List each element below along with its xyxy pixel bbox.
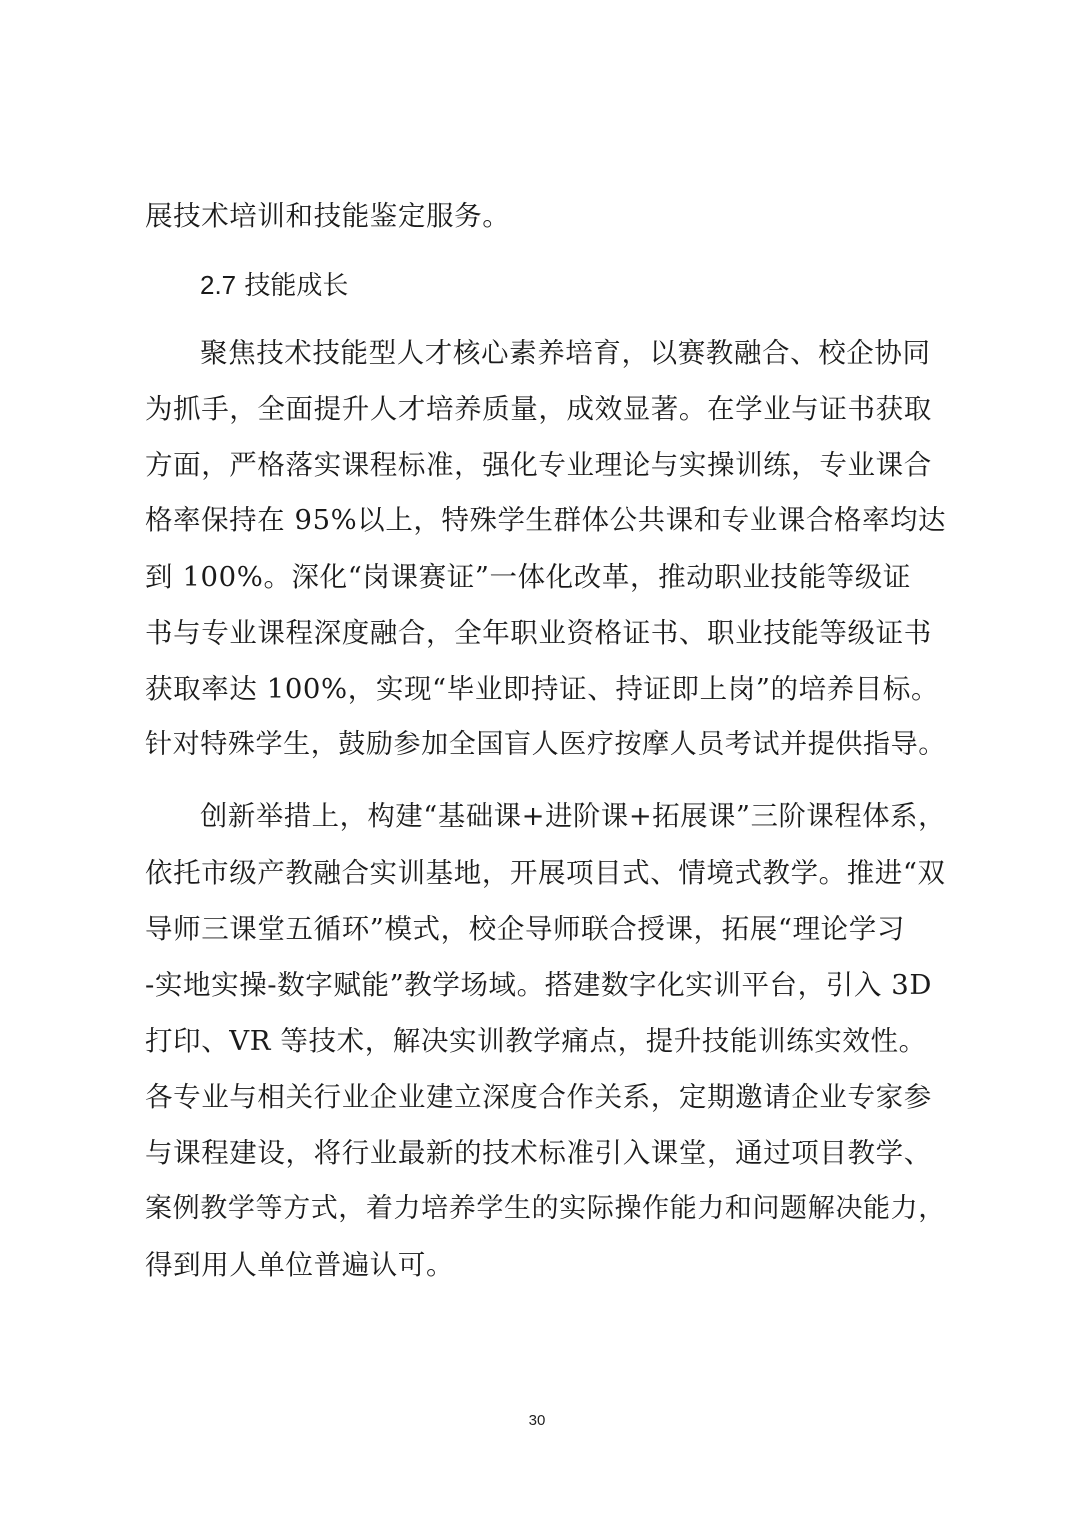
carryover-line: 展技术培训和技能鉴定服务。 (145, 200, 511, 232)
paragraph-2-line: 导师三课堂五循环”模式，校企导师联合授课，拓展“理论学习 (145, 913, 905, 945)
paragraph-1-line: 书与专业课程深度融合，全年职业资格证书、职业技能等级证书 (145, 617, 932, 649)
paragraph-1-line: 针对特殊学生，鼓励参加全国盲人医疗按摩人员考试并提供指导。 (145, 729, 946, 760)
paragraph-2-line: 得到用人单位普遍认可。 (145, 1249, 455, 1281)
section-heading (200, 265, 348, 305)
paragraph-1-line: 格率保持在 95%以上，特殊学生群体公共课和专业课合格率均达 (145, 505, 947, 536)
paragraph-2-line: 各专业与相关行业企业建立深度合作关系，定期邀请企业专家参 (145, 1081, 932, 1113)
section-number: 2.7 (200, 270, 237, 300)
paragraph-1-line: 获取率达 100%，实现“毕业即持证、持证即上岗”的培养目标。 (145, 673, 940, 705)
paragraph-2-line: 与课程建设，将行业最新的技术标准引入课堂，通过项目教学、 (145, 1137, 932, 1169)
paragraph-2-line: 打印、VR 等技术，解决实训教学痛点，提升技能训练实效性。 (145, 1025, 927, 1057)
paragraph-1-line: 到 100%。深化“岗课赛证”一体化改革，推动职业技能等级证 (145, 561, 911, 593)
paragraph-1-line: 方面，严格落实课程标准，强化专业理论与实操训练，专业课合 (145, 449, 932, 481)
paragraph-2-line: -实地实操-数字赋能”教学场域。搭建数字化实训平台，引入 3D (145, 969, 933, 1001)
paragraph-1-line: 为抓手，全面提升人才培养质量，成效显著。在学业与证书获取 (145, 393, 932, 425)
section-title: 技能成长 (244, 271, 349, 301)
paragraph-2-line: 创新举措上，构建“基础课+进阶课+拓展课”三阶课程体系， (200, 801, 946, 832)
paragraph-1-line: 聚焦技术技能型人才核心素养培育，以赛教融合、校企协同 (200, 337, 931, 369)
page-number: 30 (528, 1412, 546, 1429)
paragraph-2-line: 依托市级产教融合实训基地，开展项目式、情境式教学。推进“双 (145, 857, 946, 889)
paragraph-2-line: 案例教学等方式，着力培养学生的实际操作能力和问题解决能力， (145, 1193, 946, 1224)
